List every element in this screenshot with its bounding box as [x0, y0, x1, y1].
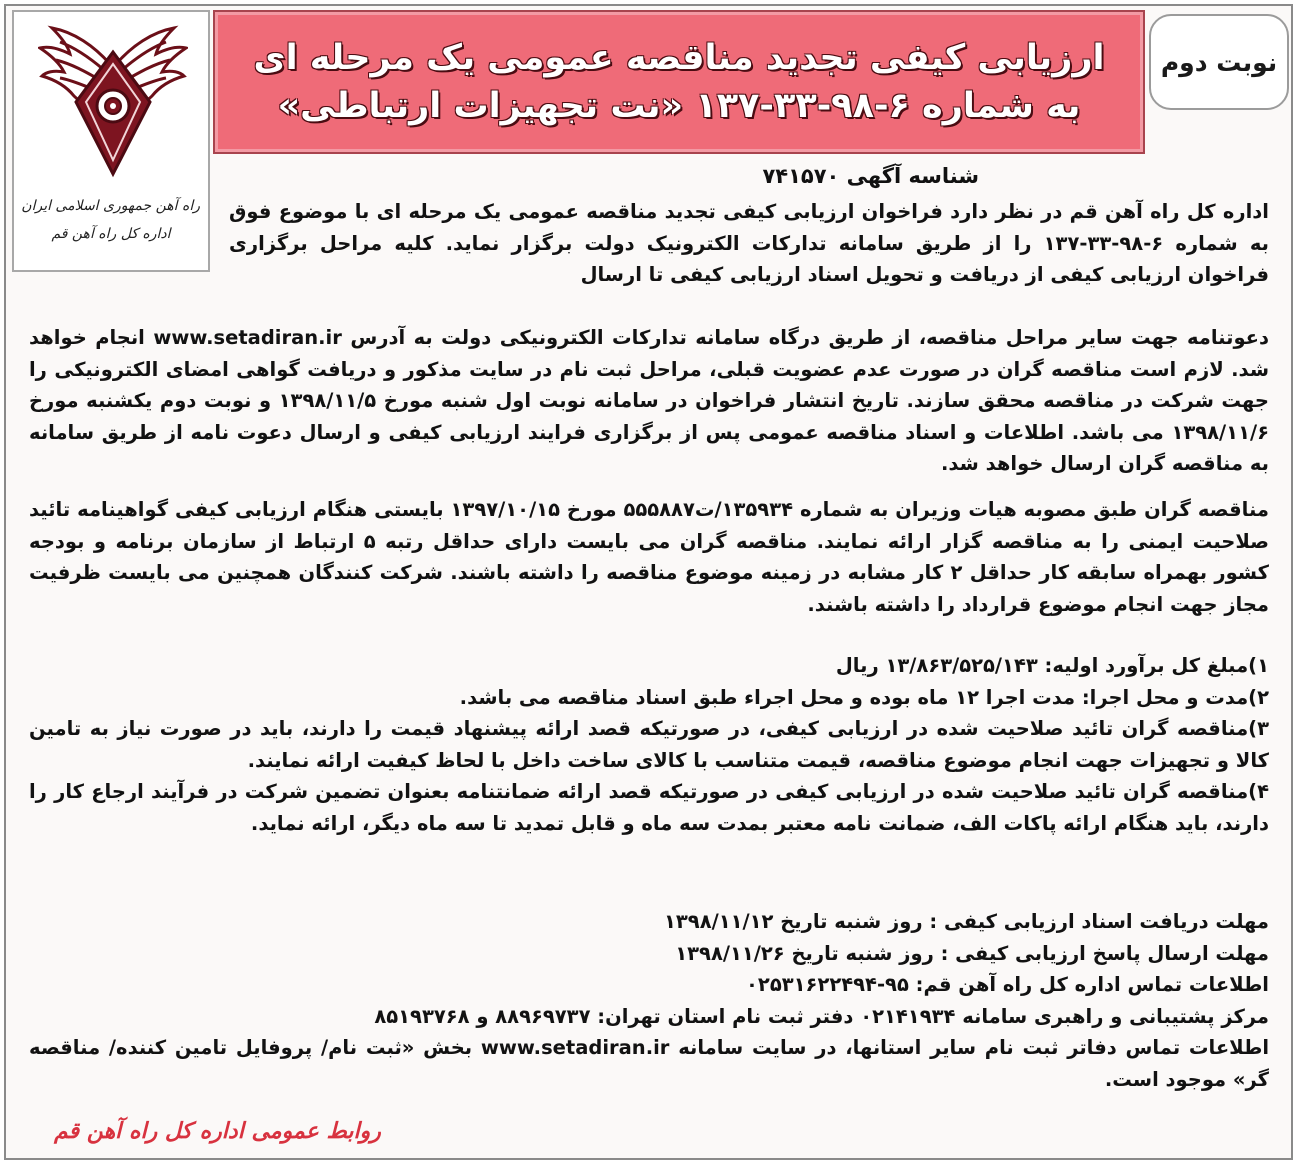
round-label: نوبت دوم: [1160, 47, 1278, 77]
contact-info: [29, 906, 1269, 1095]
tender-notice: [4, 4, 1293, 1160]
logo: [12, 10, 210, 272]
ad-id: شناسه آگهی ۷۴۱۵۷۰: [762, 164, 979, 188]
deadline-send: مهلت ارسال پاسخ ارزیابی کیفی : روز شنبه تاریخ ۱۳۹۸/۱۱/۲۶: [675, 941, 1269, 965]
registration-link[interactable]: www.setadiran.ir: [480, 1036, 670, 1059]
winged-emblem-icon: [38, 24, 188, 184]
registration-text-start: اطلاعات تماس دفاتر ثبت نام سایر استانها، در سایت سامانه: [678, 1036, 1270, 1059]
registration-text-end: بخش «ثبت نام/ پروفایل تامین کننده/ مناقصه گر» موجود است.: [29, 1036, 1269, 1091]
list-item: ۴)مناقصه گران تائید صلاحیت شده در ارزیابی کیفی در صورتیکه قصد ارائه ضمانتنامه بعنوان تضمین شرکت در فرآیند ارجاع کار را دارند، باید هنگام ارائه پاکات الف، ضمانت نامه معتبر بمدت سه ماه و قابل تمدید تا سه ماه دیگر، ارائه نماید.: [29, 780, 1269, 835]
setadiran-link[interactable]: www.setadiran.ir: [153, 326, 342, 349]
headline-banner: [213, 10, 1145, 154]
list-item: ۳)مناقصه گران تائید صلاحیت شده در ارزیابی کیفی، در صورتیکه قصد ارائه پیشنهاد قیمت را دارند، باید در صورت نیاز به تامین کالا و تجهیزات جهت انجام موضوع مناقصه، قیمت متناسب با کالای ساخت داخل با لحاظ کیفیت ارائه نمایند.: [29, 717, 1269, 772]
conditions-list: [29, 650, 1269, 839]
support-center: مرکز پشتیبانی و راهبری سامانه ۰۲۱۴۱۹۳۴ دفتر ثبت نام استان تهران: ۸۸۹۶۹۷۳۷ و ۸۵۱۹۳۷۶۸: [374, 1004, 1269, 1028]
intro-paragraph: اداره کل راه آهن قم در نظر دارد فراخوان ارزیابی کیفی تجدید مناقصه عمومی یک مرحله ای با موضوع فوق به شماره ۶-۹۸-۳۳-۱۳۷ را از طریق سامانه تدارکات الکترونیک دولت برگزار نماید. کلیه مراحل برگزاری فراخوان ارزیابی کیفی از دریافت و تحویل اسناد ارزیابی کیفی تا ارسال: [229, 200, 1269, 286]
public-relations-signature: روابط عمومی اداره کل راه آهن قم: [54, 1118, 381, 1144]
eligibility-paragraph: مناقصه گران طبق مصوبه هیات وزیران به شماره ۱۳۵۹۳۴/ت۵۵۵۸۸۷ مورخ ۱۳۹۷/۱۰/۱۵ بایستی هنگام ارزیابی کیفی گواهینامه تائید صلاحیت ایمنی را به مناقصه گزار ارائه نمایند. مناقصه گران می بایست دارای حداقل رتبه ۵ ارتباط از سازمان برنامه و بودجه کشور بهمراه سابقه کار حداقل ۲ کار مشابه در زمینه موضوع مناقصه را داشته باشند. شرکت کنندگان همچنین می بایست ظرفیت مجاز جهت انجام موضوع قرارداد را داشته باشند.: [29, 498, 1269, 616]
deadline-receive: مهلت دریافت اسناد ارزیابی کیفی : روز شنبه تاریخ ۱۳۹۸/۱۱/۱۲: [664, 910, 1269, 933]
headline-line-2: به شماره ۶-۹۸-۳۳-۱۳۷ «نت تجهیزات ارتباطی»: [277, 86, 1081, 126]
list-item: ۲)مدت و محل اجرا: مدت اجرا ۱۲ ماه بوده و محل اجراء طبق اسناد مناقصه می باشد.: [459, 685, 1269, 709]
procedure-text-start: دعوتنامه جهت سایر مراحل مناقصه، از طریق درگاه سامانه تدارکات الکترونیکی دولت به آدرس: [350, 326, 1270, 349]
procedure-text-end: انجام خواهد شد. لازم است مناقصه گران در صورت عدم عضویت قبلی، مراحل ثبت نام در سایت مذکور و دریافت گواهی امضای الکترونیکی را جهت شرکت در مناقصه محقق سازند. تاریخ انتشار فراخوان در سامانه نوبت اول شنبه مورخ ۱۳۹۸/۱۱/۵ و نوبت دوم یکشنبه مورخ ۱۳۹۸/۱۱/۶ می باشد. اطلاعات و اسناد مناقصه عمومی پس از برگزاری فرایند ارزیابی کیفی و ارسال دعوت نامه از طریق سامانه به مناقصه گران ارسال خواهد شد.: [29, 326, 1269, 475]
headline-line-1: ارزیابی کیفی تجدید مناقصه عمومی یک مرحله ای: [253, 38, 1105, 78]
registration-info: [29, 1032, 1269, 1095]
logo-caption-line-2: اداره کل راه آهن قم: [51, 226, 171, 242]
round-badge: [1149, 14, 1289, 110]
logo-caption-line-1: راه آهن جمهوری اسلامی ایران: [21, 198, 200, 214]
procedure-paragraph: [29, 322, 1269, 480]
contact-qom: اطلاعات تماس اداره کل راه آهن قم: ۹۵-۰۲۵۳۱۶۲۲۴۹۴: [746, 973, 1269, 996]
list-item: ۱)مبلغ کل برآورد اولیه: ۱۳/۸۶۳/۵۲۵/۱۴۳ ریال: [835, 654, 1269, 677]
